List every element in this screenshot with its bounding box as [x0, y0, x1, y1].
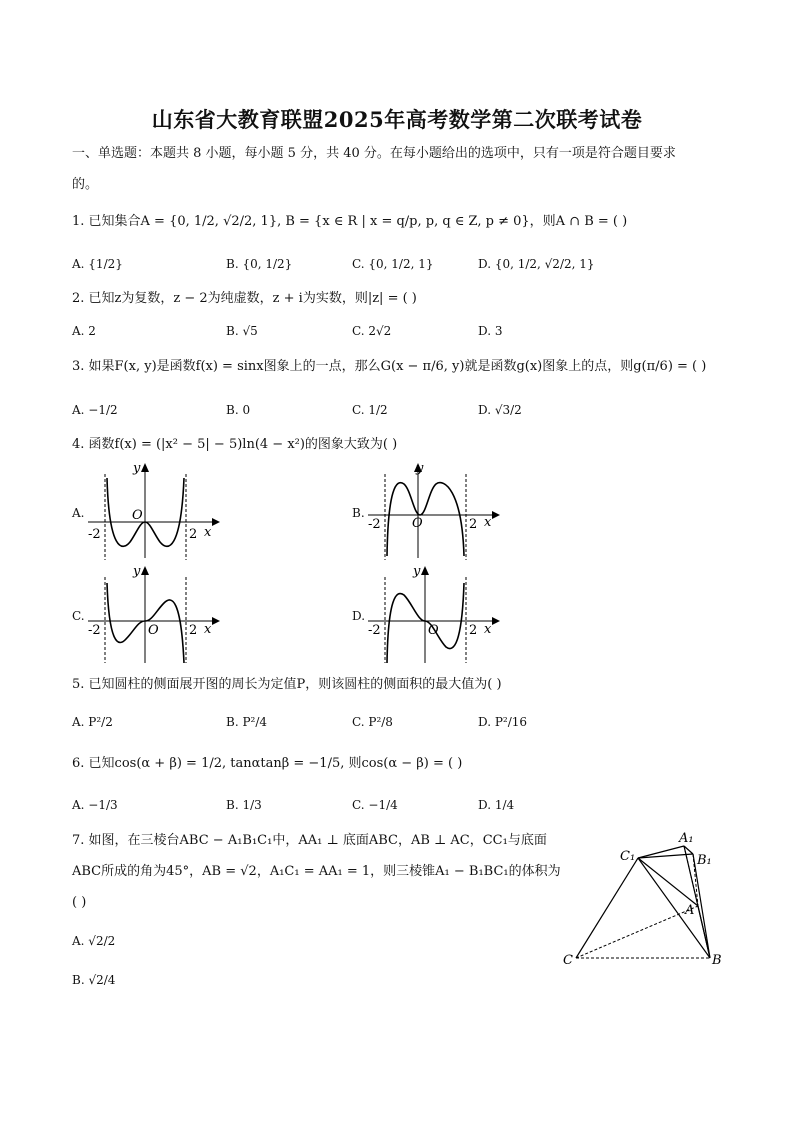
question-6-option-d: D. 1/4	[478, 798, 515, 812]
question-1-option-a: A. {1/2}	[72, 257, 123, 271]
neg2-label: -2	[88, 527, 101, 542]
question-6-option-c: C. −1/4	[352, 798, 398, 812]
question-2-option-d: D. 3	[478, 324, 503, 338]
label-c: C	[563, 953, 573, 968]
question-7-stem-line2: ABC所成的角为45°，AB = √2，A₁C₁ = AA₁ = 1，则三棱锥A₁ − B₁BC₁的体积为	[72, 864, 561, 879]
x-axis-arrow-icon	[492, 617, 500, 625]
label-b: B	[712, 953, 722, 968]
origin-label: O	[412, 516, 423, 531]
graph-a	[86, 460, 226, 560]
graph-c	[86, 563, 226, 665]
y-label: y	[413, 564, 421, 579]
edge-c1-b	[638, 858, 710, 958]
x-label: x	[484, 622, 492, 637]
question-7-stem-line1: 7. 如图，在三棱台ABC − A₁B₁C₁中，AA₁ ⊥ 底面ABC，AB ⊥ AC，CC₁与底面	[72, 833, 547, 848]
question-7-option-b: B. √2/4	[72, 973, 116, 987]
label-a: A	[685, 903, 695, 918]
question-7-option-a: A. √2/2	[72, 934, 116, 948]
edge-c1-c	[576, 858, 638, 958]
exam-title: 山东省大教育联盟2025年高考数学第二次联考试卷	[151, 107, 643, 132]
question-4-option-b: B.	[352, 506, 365, 520]
x-axis-arrow-icon	[212, 617, 220, 625]
pos2-label: 2	[189, 527, 198, 542]
question-3-option-b: B. 0	[226, 403, 251, 417]
label-a1: A₁	[679, 831, 694, 846]
graph-d	[366, 563, 506, 665]
x-axis-arrow-icon	[492, 511, 500, 519]
question-4-option-c: C.	[72, 609, 85, 623]
question-6-stem: 6. 已知cos(α + β) = 1/2, tanαtanβ = −1/5, 则cos(α − β) = ( )	[72, 756, 463, 771]
origin-label: O	[148, 623, 159, 638]
question-5-option-c: C. P²/8	[352, 715, 393, 729]
question-1-option-c: C. {0, 1/2, 1}	[352, 257, 434, 271]
y-label: y	[133, 564, 141, 579]
question-5-option-b: B. P²/4	[226, 715, 268, 729]
question-3-option-c: C. 1/2	[352, 403, 388, 417]
graph-b	[366, 460, 506, 560]
question-1-option-d: D. {0, 1/2, √2/2, 1}	[478, 257, 595, 271]
section-header-line1: 一、单选题：本题共 8 小题，每小题 5 分，共 40 分。在每小题给出的选项中，只有一项是符合题目要求	[72, 146, 676, 161]
x-label: x	[204, 622, 212, 637]
pos2-label: 2	[189, 623, 198, 638]
label-c1: C₁	[620, 849, 636, 864]
question-2-stem: 2. 已知z为复数，z − 2为纯虚数，z + i为实数，则|z| = ( )	[72, 291, 417, 306]
question-4-option-a: A.	[72, 506, 85, 520]
question-6-option-a: A. −1/3	[72, 798, 118, 812]
question-5-option-a: A. P²/2	[72, 715, 113, 729]
question-1-option-b: B. {0, 1/2}	[226, 257, 293, 271]
question-4-option-d: D.	[352, 609, 366, 623]
question-1-stem: 1. 已知集合A = {0, 1/2, √2/2, 1}, B = {x ∈ R | x = q/p, p, q ∈ Z, p ≠ 0}，则A ∩ B = ( )	[72, 214, 628, 229]
neg2-label: -2	[368, 517, 381, 532]
y-axis-arrow-icon	[141, 566, 149, 575]
y-label: y	[416, 461, 424, 476]
x-label: x	[484, 515, 492, 530]
question-4-stem: 4. 函数f(x) = (|x² − 5| − 5)ln(4 − x²)的图象大致为( )	[72, 437, 398, 452]
edge-c-a	[576, 906, 698, 958]
question-3-stem: 3. 如果F(x, y)是函数f(x) = sinx图象上的一点，那么G(x − π/6, y)就是函数g(x)图象上的点，则g(π/6) = ( )	[72, 359, 707, 374]
question-2-option-c: C. 2√2	[352, 324, 392, 338]
y-axis-arrow-icon	[421, 566, 429, 575]
y-axis-arrow-icon	[141, 463, 149, 472]
edge-b1-b	[693, 854, 710, 958]
origin-label: O	[428, 623, 439, 638]
y-label: y	[133, 461, 141, 476]
frustum-figure	[560, 828, 740, 973]
pos2-label: 2	[469, 623, 478, 638]
section-header-line2: 的。	[72, 177, 99, 192]
question-5-option-d: D. P²/16	[478, 715, 528, 729]
question-2-option-b: B. √5	[226, 324, 258, 338]
x-label: x	[204, 525, 212, 540]
question-3-option-a: A. −1/2	[72, 403, 118, 417]
neg2-label: -2	[88, 623, 101, 638]
label-b1: B₁	[697, 853, 712, 868]
neg2-label: -2	[368, 623, 381, 638]
pos2-label: 2	[469, 517, 478, 532]
question-2-option-a: A. 2	[72, 324, 96, 338]
question-5-stem: 5. 已知圆柱的侧面展开图的周长为定值P，则该圆柱的侧面积的最大值为( )	[72, 677, 502, 692]
question-6-option-b: B. 1/3	[226, 798, 262, 812]
question-7-stem-line3: ( )	[72, 895, 87, 910]
curve	[387, 483, 464, 556]
x-axis-arrow-icon	[212, 518, 220, 526]
question-3-option-d: D. √3/2	[478, 403, 522, 417]
origin-label: O	[132, 508, 143, 523]
